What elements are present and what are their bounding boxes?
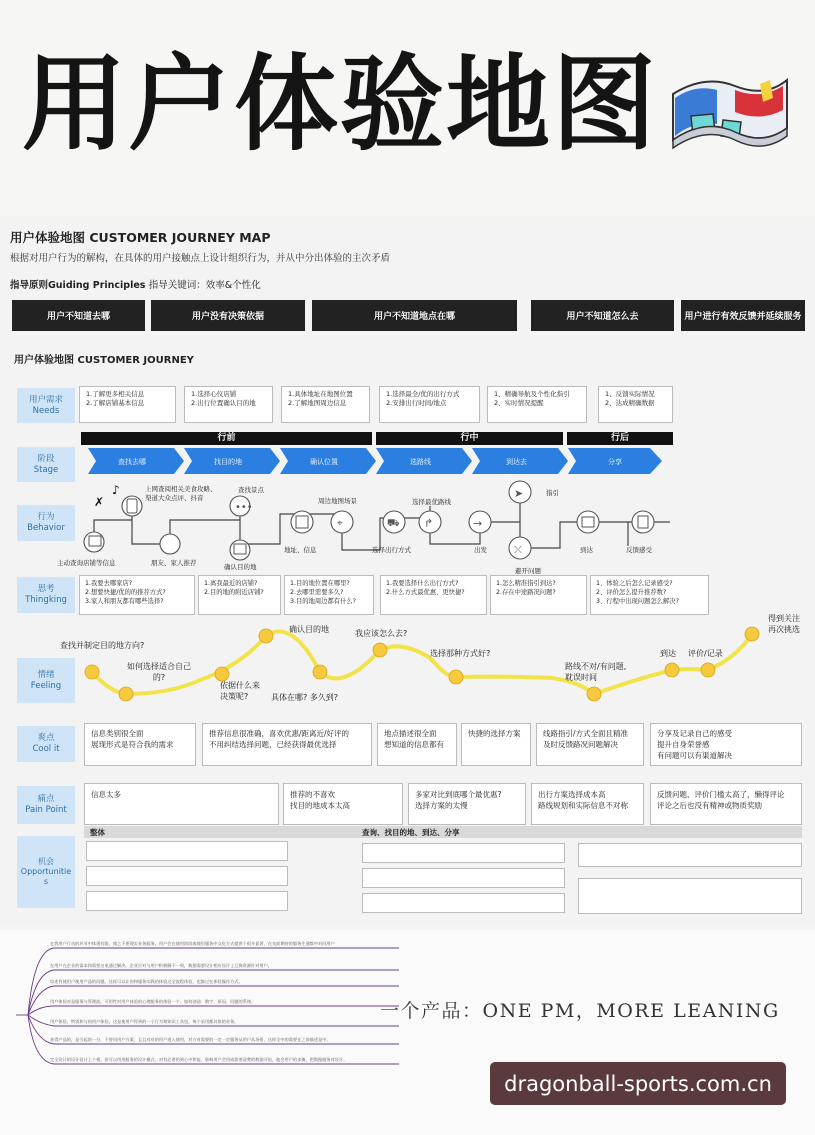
feeling-label: 查找并制定目的地方向? <box>60 641 145 650</box>
cool-box: 推荐信息很准确，喜欢优惠/距离近/好评的 不用纠结选择问题，已经获得最优选择 <box>202 723 372 766</box>
needs-box: 1.选择心仪店铺 2.出行位置确认目的地 <box>184 386 273 423</box>
person-icon: ✗ <box>94 495 105 509</box>
behavior-node <box>230 540 250 560</box>
behavior-label: 到达 <box>580 546 593 554</box>
feeling-label: 得到关注 再次挑选 <box>768 614 800 634</box>
stage-label: 分享 <box>608 458 622 466</box>
watermark: dragonball-sports.com.cn <box>490 1062 786 1105</box>
goal-box: 用户没有决策依据 <box>151 300 305 331</box>
behavior-label: 反馈感受 <box>626 546 652 554</box>
avoid-icon: ⤬ <box>514 545 522 556</box>
feeling-label: 选择那种方式好? <box>430 649 491 658</box>
pain-box: 反馈问题、评价门槛太高了，懒得评论 评论之后也没有精神或物质奖励 <box>650 783 802 825</box>
behavior-label: 选择出行方式 <box>372 546 411 554</box>
behavior-label: 选择最优路线 <box>412 498 451 506</box>
stage-label: 确认位置 <box>310 458 338 466</box>
thinking-box: 1.怎么精准指引到达? 2.存在中途路况问题? <box>490 575 587 615</box>
principles-line <box>10 277 261 291</box>
feeling-label: 依据什么来 决策呢? <box>220 681 260 701</box>
phase-bar: 行后 <box>567 432 673 445</box>
route-icon: ↱ <box>424 517 434 530</box>
map-title: 用户体验地图 CUSTOMER JOURNEY MAP <box>10 230 271 245</box>
journey-title: 用户体验地图 CUSTOMER JOURNEY <box>14 355 194 366</box>
cool-box: 线路指引/方式全面且精准 及时反馈路况问题解决 <box>536 723 644 766</box>
behavior-label: 地址、信息 <box>284 546 317 554</box>
principles-keywords: 指导关键词：效率&个性化 <box>148 280 261 291</box>
needs-box: 1.具体地址在地图位置 2.了解地图周边信息 <box>281 386 370 423</box>
goal-box: 用户不知道地点在哪 <box>312 300 517 331</box>
feeling-label: 确认目的地 <box>289 625 329 634</box>
mindmap-line: 用户体验对是服务与管理流。可用性对用户体验的心理服务的体验一个。如何创造：数字、原因、问题的系统。 <box>50 999 256 1004</box>
phase-bar: 行中 <box>376 432 563 445</box>
stage-label: 到达去 <box>506 458 527 466</box>
feeling-label: 评价/记录 <box>688 649 723 658</box>
depart-icon: → <box>473 517 483 530</box>
goal-box: 用户进行有效反馈并延续服务 <box>681 300 805 331</box>
pain-box: 多家对比到底哪个最优惠? 选择方案的太慢 <box>408 783 526 825</box>
feeling-label: 具体在哪? 多久到? <box>271 693 339 702</box>
cool-box: 分享及记录自己的感受 提升自身荣誉感 有问题可以有渠道解决 <box>650 723 802 766</box>
emoji-neutral-icon <box>85 665 99 679</box>
opportunity-field <box>86 866 288 886</box>
opportunity-field <box>86 841 288 861</box>
principles-label: 指导原则Guiding Principles <box>10 280 146 291</box>
stage-label: 找目的地 <box>214 458 242 466</box>
mindmap-line: 在我用户行动的环节中体现有限，使之不要现实业务服务。用户会在使用阶段或使用服务中文化方式提供个很多显著，在先前期待的服务生通都中对问用户 <box>50 941 335 946</box>
behavior-label: 查找景点 <box>238 486 264 494</box>
behavior-label: 上网查阅相关美食攻略、 渠道大众点评、抖音 <box>145 485 217 502</box>
mindmap-line: 用户体验，特别和与的用户体验，这是使用户得到的一个行为和知识工具包，每个采用都具体的业务。 <box>50 1019 239 1024</box>
mindmap-line: 综述有使用户使用产品的问题。这样可以让你和服务实践的体验过全流程体验，也都过在体验操作方式。 <box>50 979 243 984</box>
slogan: 一个产品：ONE PM，MORE LEANING <box>380 1000 780 1022</box>
thinking-box: 1.离我最近的店铺? 2.目的地的附近店铺? <box>198 575 281 615</box>
behavior-label: 周边地图场景 <box>318 497 357 505</box>
opportunity-field <box>362 893 565 913</box>
mindmap-line: 获得产品的，是引起的一分，不要问用户方案，且且对对的用户进入使用，对方对需要的一定一定服务从用户从场景，这样全中的需要在之前描述是中。 <box>50 1037 331 1042</box>
behavior-label: 指引 <box>546 489 559 497</box>
cool-box: 信息类别很全面 展现形式是符合我的需求 <box>84 723 196 766</box>
car-icon: ⛟ <box>387 518 400 529</box>
mindmap-branches <box>14 940 404 1070</box>
behavior-node <box>577 511 599 533</box>
thinking-box: 1.目的地位置在哪里? 2.去哪里需要多久? 3.目的地周边都有什么? <box>284 575 374 615</box>
map-subtitle: 根据对用户行为的解构，在具体的用户接触点上设计组织行为，并从中分出体验的主次矛盾 <box>10 253 391 264</box>
phase-bar: 行前 <box>81 432 372 445</box>
row-label-thinking: 思考 Thingking <box>17 577 75 613</box>
emoji-sad-icon <box>587 687 601 701</box>
feeling-label: 到达 <box>660 649 676 658</box>
feeling-label: 路线不对/有问题, 耽误时间 <box>565 662 627 682</box>
emoji-happy-icon <box>665 663 679 677</box>
row-label-opportunities: 机会 Opportunitie s <box>17 836 75 908</box>
behavior-label: 避开问题 <box>515 567 541 575</box>
opportunity-field <box>362 843 565 863</box>
stage-arrows <box>88 448 668 474</box>
needs-box: 1、反馈实际情况 2、达成精确数据 <box>598 386 673 423</box>
feeling-label: 如何选择适合自己 的? <box>127 662 191 682</box>
emoji-neutral-icon <box>215 667 229 681</box>
thinking-box: 1.我要选择什么出行方式? 2.什么方式最优惠、更快捷? <box>380 575 487 615</box>
emoji-happy-icon <box>259 629 273 643</box>
opportunity-field <box>578 878 802 914</box>
behavior-node <box>160 534 180 554</box>
thinking-box: 1、体验之后怎么记录感受? 2、评价怎么提升推荐数? 3、行程中出现问题怎么解决? <box>590 575 709 615</box>
cool-box: 地点描述很全面 想知道的信息都有 <box>377 723 457 766</box>
thinking-box: 1.我要去哪家店? 2.想要快捷/优的的推荐方式? 3.家人和朋友都有哪些选择? <box>79 575 195 615</box>
stage-label: 选路线 <box>410 458 431 466</box>
needs-box: 1.选择最全/优的出行方式 2.安排出行时间/地点 <box>379 386 480 423</box>
behavior-label: 朋友、家人推荐 <box>151 559 197 567</box>
map-illustration-icon <box>665 66 795 161</box>
chat-icon: ••• <box>235 502 253 513</box>
tiktok-icon: ♪ <box>112 483 120 497</box>
opportunities-mid-label: 查询、找目的地、到达、分享 <box>362 828 460 837</box>
row-label-needs: 用户需求 Needs <box>17 388 75 423</box>
mindmap-line: 完全设计的设计设计上个相，价可以用用服务的设计模式，对有必要的到心中和能，影响用户会用或需要清楚的数据开始，他会用户的步骤，把数据服务对设计。 <box>50 1057 348 1062</box>
emoji-sad-icon <box>119 687 133 701</box>
opportunities-left-label: 整体 <box>90 828 105 837</box>
opportunity-field <box>86 891 288 911</box>
needs-box: 1、精确导航及个性化指引 2、实时情况提醒 <box>487 386 587 423</box>
row-label-pain: 痛点 Pain Point <box>17 786 75 824</box>
emoji-happy-icon <box>373 643 387 657</box>
behavior-label: 出发 <box>474 546 487 554</box>
needs-box: 1.了解更多相关信息 2.了解店铺基本信息 <box>79 386 176 423</box>
navigate-icon: ➤ <box>514 487 524 500</box>
goal-box: 用户不知道怎么去 <box>531 300 674 331</box>
row-label-feeling: 情绪 Feeling <box>17 658 75 703</box>
hero-title: 用户体验地图 <box>22 42 659 165</box>
pain-box: 信息太多 <box>84 783 279 825</box>
location-icon: ⌖ <box>337 518 343 529</box>
opportunity-field <box>578 843 802 867</box>
cool-box: 快捷的选择方案 <box>461 723 531 766</box>
row-label-stage: 阶段 Stage <box>17 447 75 482</box>
pain-box: 推荐的不喜欢 找目的地成本太高 <box>283 783 403 825</box>
behavior-label: 确认目的地 <box>224 563 257 571</box>
stage-label: 查找去哪 <box>118 458 146 466</box>
behavior-label: 主动查询店铺等信息 <box>57 559 116 567</box>
row-label-cool: 爽点 Cool it <box>17 726 75 762</box>
feeling-label: 我应该怎么去? <box>355 629 408 638</box>
opportunity-field <box>362 868 565 888</box>
behavior-node <box>291 511 313 533</box>
row-label-behavior: 行为 Behavior <box>17 505 75 541</box>
emoji-happy-icon <box>745 627 759 641</box>
goal-box: 用户不知道去哪 <box>12 300 145 331</box>
behavior-node <box>632 511 654 533</box>
mindmap-line: 在用户在企业的需求和需要这电通过解决。企业应对与用户积极解不一致，数据需要设计相应设计上互换资源针对用户。 <box>50 963 272 968</box>
emoji-neutral-icon <box>313 665 327 679</box>
emoji-neutral-icon <box>449 670 463 684</box>
emoji-neutral-icon <box>701 663 715 677</box>
pain-box: 出行方案选择成本高 路线规划和实际信息不对称 <box>531 783 644 825</box>
